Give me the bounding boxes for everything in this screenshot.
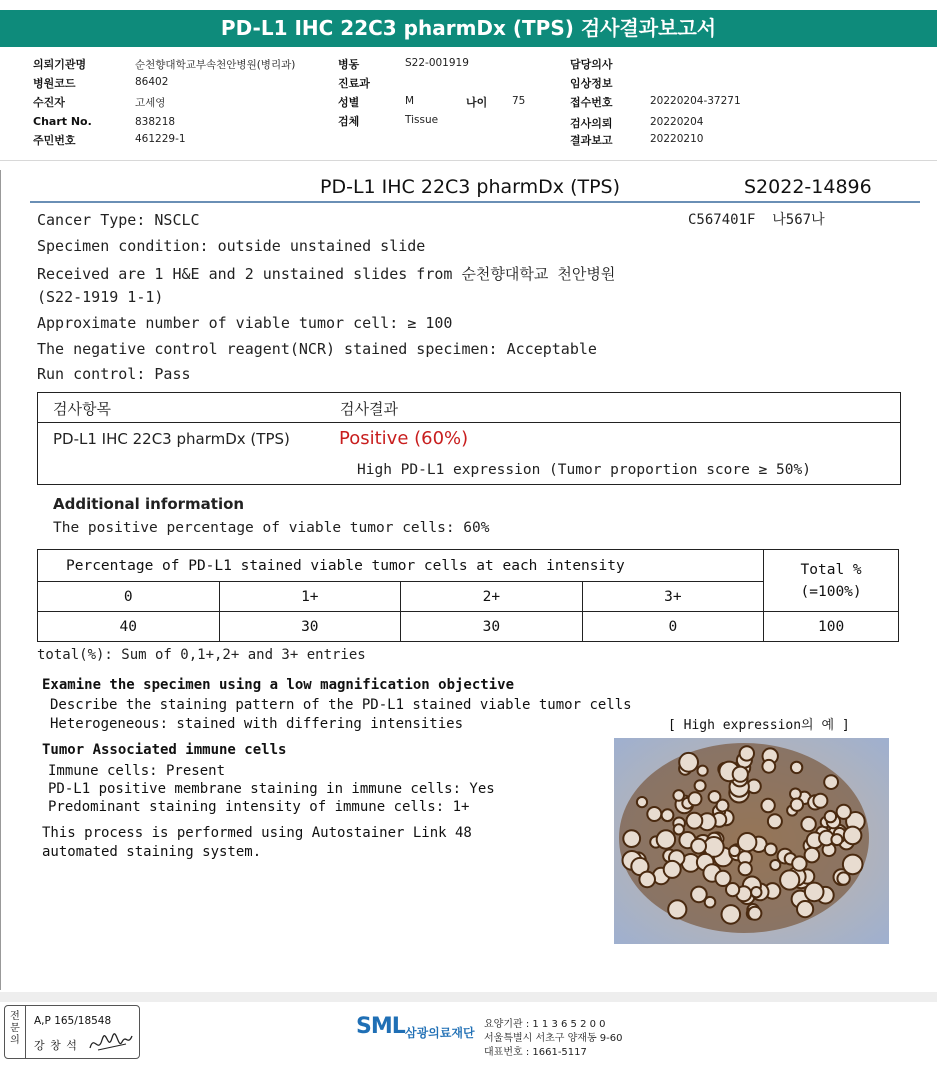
intensity-table — [37, 549, 899, 642]
stained-cell — [740, 746, 754, 760]
value-report-date: 20220210 — [650, 133, 704, 145]
stamp-char-3: 의 — [10, 1035, 20, 1046]
received-line: Received are 1 H&E and 2 unstained slides from 순천향대학교 천안병원 — [37, 265, 616, 283]
specimen-condition-line: Specimen condition: outside unstained slide — [37, 237, 426, 255]
label-physician: 담당의사 — [570, 58, 613, 71]
result-interpretation: High PD-L1 expression (Tumor proportion score ≥ 50%) — [357, 462, 811, 478]
test-name: PD-L1 IHC 22C3 pharmDx (TPS) — [53, 430, 290, 448]
additional-info-text: The positive percentage of viable tumor cells: 60% — [53, 520, 490, 536]
label-resident-no: 주민번호 — [33, 134, 76, 147]
report-id: S2022-14896 — [744, 176, 872, 198]
stained-cell — [715, 871, 730, 886]
intensity-header: Percentage of PD-L1 stained viable tumor cells at each intensity — [38, 550, 764, 582]
image-caption: [ High expression의 예 ] — [668, 718, 850, 733]
stained-cell — [657, 830, 675, 848]
immune-title: Tumor Associated immune cells — [42, 742, 287, 758]
stamp-pathologist-name: 강 창 석 — [34, 1039, 78, 1052]
stained-cell — [825, 811, 836, 822]
level-1plus: 1+ — [219, 582, 401, 612]
stamp-char-1: 전 — [10, 1011, 20, 1022]
footer-info-1: 요양기관 : 1 1 3 6 5 2 0 0 — [484, 1019, 606, 1030]
stained-cell — [698, 766, 708, 776]
process-line-2: automated staining system. — [42, 844, 262, 860]
additional-info-title: Additional information — [53, 495, 245, 513]
result-box-divider — [37, 422, 901, 423]
value-resident-no: 461229-1 — [135, 133, 186, 145]
footer-band — [0, 992, 937, 1002]
immune-line-3: Predominant staining intensity of immune cells: 1+ — [48, 799, 470, 815]
value-1plus: 30 — [219, 612, 401, 642]
total-subheader: (=100%) — [800, 583, 862, 600]
stained-cell — [824, 775, 838, 789]
stained-cell — [813, 794, 827, 808]
result-col-result: 검사결과 — [340, 400, 398, 418]
stamp-side-label — [4, 1005, 26, 1059]
run-control-line: Run control: Pass — [37, 365, 191, 383]
value-request-date: 20220204 — [650, 116, 704, 128]
stained-cell — [762, 760, 775, 773]
value-ward: S22-001919 — [405, 57, 469, 69]
high-expression-micrograph — [614, 738, 889, 944]
stained-cell — [768, 814, 782, 828]
stained-cell — [687, 813, 703, 829]
value-sex: M — [405, 95, 415, 107]
stamp-char-2: 문 — [10, 1023, 20, 1034]
stained-cell — [738, 833, 756, 851]
label-receipt-no: 접수번호 — [570, 96, 613, 109]
stained-cell — [780, 870, 799, 889]
stained-cell — [637, 797, 647, 807]
value-specimen: Tissue — [405, 114, 439, 126]
stained-cell — [801, 817, 815, 831]
report-left-border — [0, 170, 1, 990]
value-total: 100 — [764, 612, 899, 642]
value-chart-no: 838218 — [135, 116, 176, 128]
total-header: Total % — [800, 561, 862, 578]
label-report-date: 결과보고 — [570, 134, 613, 147]
sml-logo: SML — [356, 1014, 405, 1039]
stained-cell — [673, 790, 684, 801]
stained-cell — [739, 862, 752, 875]
label-chart-no: Chart No. — [33, 115, 92, 128]
examine-line-2: Heterogeneous: stained with differing intensities — [50, 716, 464, 732]
level-0: 0 — [38, 582, 220, 612]
label-clinical-info: 임상정보 — [570, 77, 613, 90]
stained-cell — [639, 872, 655, 888]
stained-cell — [837, 872, 849, 884]
value-patient: 고세영 — [135, 97, 166, 109]
value-institution: 순천향대학교부속천안병원(병리과) — [135, 59, 296, 71]
stained-cell — [662, 809, 674, 821]
stained-cell — [717, 800, 729, 812]
value-2plus: 30 — [401, 612, 583, 642]
label-request-date: 검사의뢰 — [570, 117, 613, 130]
label-age: 나이 — [466, 96, 488, 109]
stained-cell — [792, 856, 806, 870]
report-title: PD-L1 IHC 22C3 pharmDx (TPS) 검사결과보고서 — [0, 10, 937, 47]
slide-id-line: (S22-1919 1-1) — [37, 288, 164, 306]
total-header-cell — [764, 550, 899, 612]
immune-line-2: PD-L1 positive membrane staining in immune cells: Yes — [48, 781, 495, 797]
stained-cell — [765, 844, 777, 856]
process-line-1: This process is performed using Autostainer Link 48 — [42, 825, 472, 841]
report-heading: PD-L1 IHC 22C3 pharmDx (TPS) — [320, 176, 621, 198]
label-institution: 의뢰기관명 — [33, 58, 87, 71]
stained-cell — [623, 830, 640, 847]
stained-cell — [689, 792, 702, 805]
stamp-license: A,P 165/18548 — [34, 1015, 112, 1027]
footer-info-3: 대표번호 : 1661-5117 — [484, 1047, 587, 1058]
heading-divider — [30, 201, 920, 203]
value-hospital-code: 86402 — [135, 76, 169, 88]
value-3plus: 0 — [582, 612, 764, 642]
stained-cell — [679, 753, 698, 772]
result-col-item: 검사항목 — [53, 400, 111, 418]
result-positive: Positive (60%) — [339, 428, 469, 449]
stained-cell — [695, 780, 706, 791]
stained-cell — [844, 827, 862, 845]
stained-cell — [664, 861, 681, 878]
stained-cell — [843, 855, 863, 875]
label-ward: 병동 — [338, 58, 360, 71]
slide-code: C567401F 나567나 — [688, 212, 825, 228]
stained-cell — [831, 834, 842, 845]
cancer-type-line: Cancer Type: NSCLC — [37, 211, 200, 229]
value-receipt-no: 20220204-37271 — [650, 95, 741, 107]
level-2plus: 2+ — [401, 582, 583, 612]
stained-cell — [748, 907, 761, 920]
label-department: 진료과 — [338, 77, 370, 90]
stained-cell — [761, 799, 774, 812]
immune-line-1: Immune cells: Present — [48, 763, 226, 779]
stained-cell — [751, 887, 761, 897]
viable-cells-line: Approximate number of viable tumor cell: ≥ 100 — [37, 314, 453, 332]
table-note: total(%): Sum of 0,1+,2+ and 3+ entries — [37, 647, 366, 663]
label-hospital-code: 병원코드 — [33, 77, 76, 90]
stained-cell — [647, 807, 661, 821]
examine-line-1: Describe the staining pattern of the PD-L1 stained viable tumor cells — [50, 697, 632, 713]
stained-cell — [722, 905, 741, 924]
value-0: 40 — [38, 612, 220, 642]
examine-title: Examine the specimen using a low magnification objective — [42, 677, 515, 693]
stained-cell — [805, 883, 824, 902]
stained-cell — [797, 901, 813, 917]
stained-cell — [791, 799, 803, 811]
value-age: 75 — [512, 95, 526, 107]
stained-cell — [733, 767, 748, 782]
ncr-line: The negative control reagent(NCR) stained specimen: Acceptable — [37, 340, 597, 358]
level-3plus: 3+ — [582, 582, 764, 612]
sml-logo-name: 삼광의료재단 — [405, 1026, 475, 1040]
signature — [88, 1030, 134, 1056]
label-specimen: 검체 — [338, 115, 360, 128]
stained-cell — [791, 762, 802, 773]
label-sex: 성별 — [338, 96, 360, 109]
label-patient: 수진자 — [33, 96, 65, 109]
stained-cell — [691, 839, 706, 854]
stained-cell — [705, 897, 716, 908]
stained-cell — [668, 900, 686, 918]
footer-info-2: 서울특별시 서초구 양재동 9-60 — [484, 1033, 623, 1044]
